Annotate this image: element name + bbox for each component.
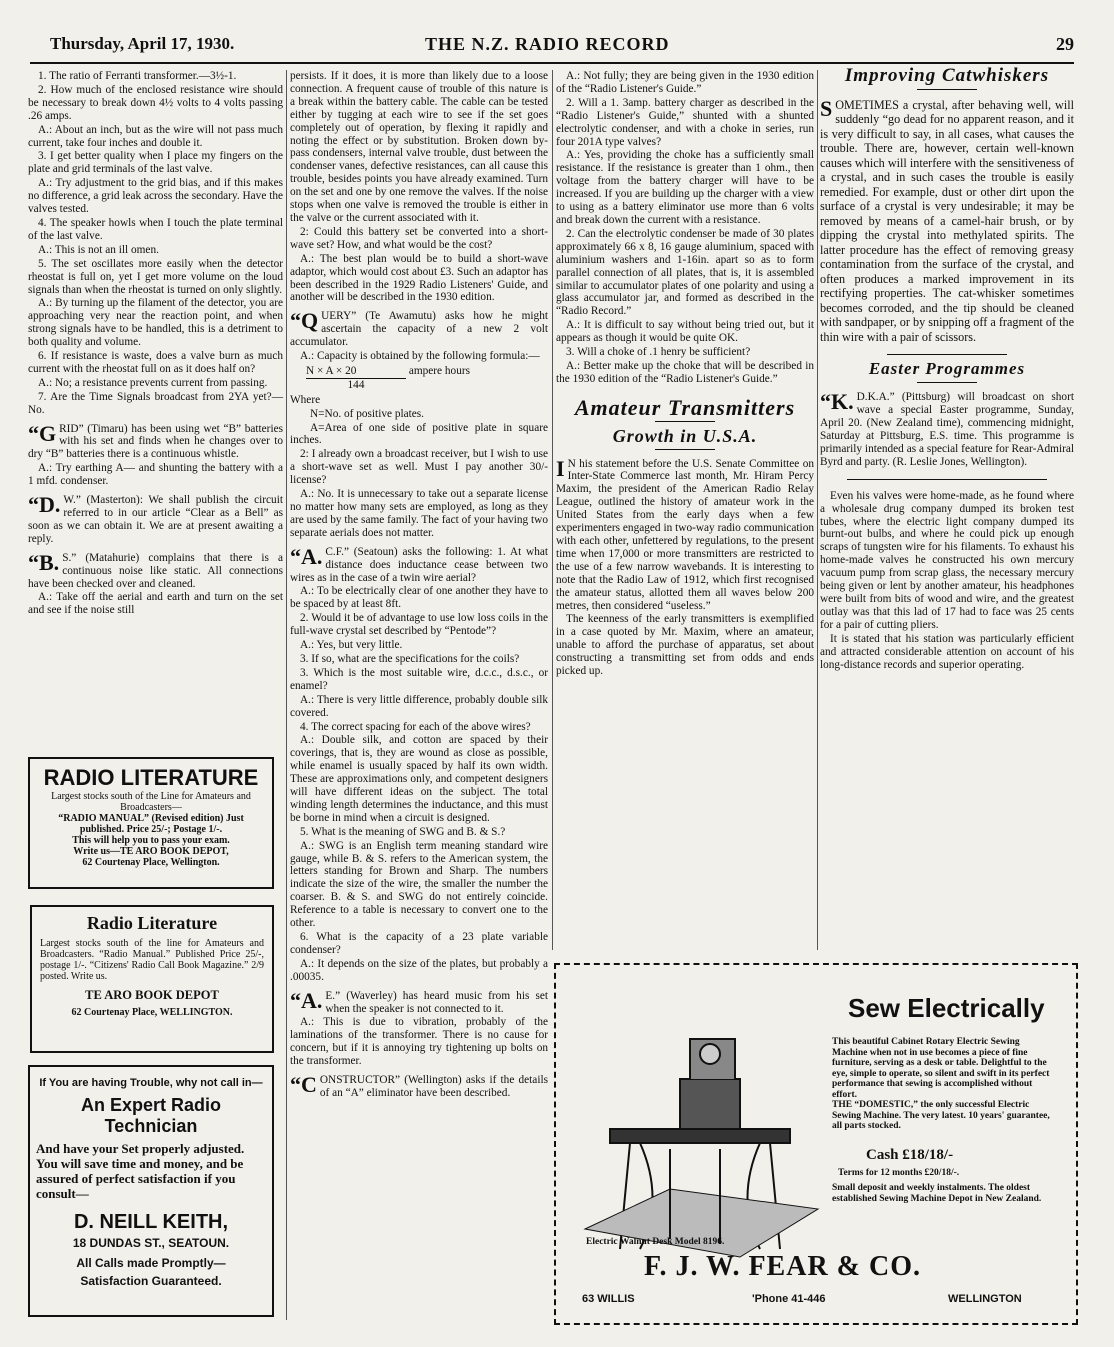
text-paragraph: A.: By turning up the filament of the detector, you are approaching very near the reaction point, and when strong signals have to be handled, this is a detriment to both quality and volume. (28, 297, 283, 349)
ad-text: Write us—TE ARO BOOK DEPOT, (73, 846, 229, 857)
article-paragraph: Even his valves were home-made, as he found where a wholesale drug company dumped its broken test tubes, where the electric light company dumped its burnt-out bulbs, and where he could pick up enough scraps of tungsten wire for his filaments. To exhaust his home-made valves he constructed his own mercury vacuum pump from scrap glass, the necessary mercury being given or lent by another amateur, his headphones were built from bits of wood and wire, and the greatest outlay was that this lad of 17 had to face was 25 cents for a pair of cutting pliers. (820, 489, 1074, 631)
text-paragraph: 5. The set oscillates more easily when the detector rheostat is full on, yet I get more volume on the loud signals than when the rheostat is turned on only slightly. (28, 257, 283, 296)
ad-price: Cash £18/18/- (866, 1147, 954, 1163)
text-paragraph: A.: Better make up the choke that will be described in the 1930 edition of the “Radio Listener's Guide.” (556, 359, 814, 385)
ad-text: Largest stocks south of the Line for Amateurs and Broadcasters— (51, 791, 251, 813)
query-paragraph: “A. C.F.” (Seatoun) asks the following: 1. At what distance does inductance cease between two wires as in the case of a twin wire aerial? (290, 543, 548, 584)
text-paragraph: 4. The speaker howls when I touch the plate terminal of the last valve. (28, 216, 283, 242)
text-paragraph: 6. If resistance is waste, does a valve burn as much current with the rheostat full on as it does half on? (28, 350, 283, 375)
text-paragraph: A.: The best plan would be to build a short-wave adaptor, which would cost about £3. Such an adaptor has been described in the 1929 Radio Listeners' Guide, and another will be described in the 1930 edition. (290, 252, 548, 304)
drop-cap: “A. (290, 543, 323, 569)
column-divider (552, 70, 553, 950)
text-paragraph: 2: I already own a broadcast receiver, but I wish to use a short-wave set as well. Must I pay another 30/- license? (290, 448, 548, 487)
drop-cap: “G (28, 420, 57, 446)
query-paragraph: “D. W.” (Masterton): We shall publish the circuit referred to in our article “Clear as a Bell” as soon as we can obtain it. We are at present awaiting a reply. (28, 492, 283, 545)
ad-address: 62 Courtenay Place, WELLINGTON. (71, 1007, 233, 1018)
ad-text: And have your Set properly adjusted. You will save time and money, and be assured of perfect satisfaction if you consult— (36, 1141, 245, 1201)
article-paragraph: It is stated that his station was particularly efficient and attracted considerable attention on account of his long-distance records and superior operating. (820, 632, 1074, 671)
ad-text: Largest stocks south of the line for Amateurs and Broadcasters. “Radio Manual.” Published Price 25/-, postage 1/-. “Citizens' Radio Call Book Magazine.” 2/9 posted. Write us. (40, 938, 264, 982)
text-paragraph: A.: Capacity is obtained by the following formula:— (300, 350, 540, 363)
text-paragraph: 1. The ratio of Ferranti transformer.—3½-1. (38, 70, 237, 82)
text-paragraph: 3. I get better quality when I place my fingers on the plate and grid terminals of the last valve. (28, 150, 283, 176)
column-3 (556, 70, 814, 679)
drop-cap: “K. (820, 389, 854, 415)
text-paragraph: 2. How much of the enclosed resistance wire should be necessary to break down 4½ volts to 4 volts passing .26 amps. (28, 83, 283, 122)
heading-rule (917, 382, 977, 383)
text-paragraph: persists. If it does, it is more than likely due to a loose connection. A frequent cause of trouble of this nature is a break within the battery cable. The cable can be tested either by tugging at each wire to see if the set goes completely out of operation, by flexing it rapidly and noting the effect or by substitution. Broken down by-pass condensers, internal valve trouble, dust between the condenser vanes, defective resistances, can all cause this trouble, besides points you have already examined. Turn on the set and one by one remove the valves. If the noise stops when one valve is removed the trouble is either in the valve or the current associated with it. (290, 70, 548, 224)
ad-text: If You are having Trouble, why not call in— (39, 1077, 263, 1089)
text-paragraph: 6. What is the capacity of a 23 plate variable condenser? (290, 931, 548, 956)
text-paragraph: A.: There is very little difference, probably double silk covered. (290, 693, 548, 719)
sewing-machine-ad (554, 963, 1078, 1325)
article-paragraph: “K. D.K.A.” (Pittsburg) will broadcast on short wave a special Easter programme, Sunday, April 20. (New Zealand time), commencing midnight, Saturday at Pittsburg, E.S. time. This programme is primarily intended as a special feature for Rear-Admiral Byrd and party. (R. Leslie Jones, Wellington). (820, 389, 1074, 468)
formula-unit: ampere hours (408, 364, 470, 377)
column-2 (290, 70, 548, 1101)
drop-cap: I (556, 455, 565, 481)
text-paragraph: 2. Would it be of advantage to use low loss coils in the full-wave crystal set described by “Pentode”? (290, 612, 548, 638)
issue-date: Thursday, April 17, 1930. (50, 34, 235, 53)
ad-title: Radio Literature (86, 913, 218, 933)
heading-rule (655, 449, 715, 450)
ad-phone: 'Phone 41-446 (752, 1293, 826, 1305)
text-paragraph: A.: No; a resistance prevents current from passing. (38, 376, 268, 389)
text-paragraph: A.: Try adjustment to the grid bias, and if this makes no difference, a grid leak across the secondary. Have the valves tested. (28, 177, 283, 216)
text-paragraph: 2: Could this battery set be converted into a short-wave set? How, and what would be the cost? (290, 225, 548, 251)
header-rule (30, 62, 1074, 64)
text-paragraph: A.: To be electrically clear of one another they have to be spaced by at least 8ft. (290, 585, 548, 611)
column-4 (820, 65, 1074, 672)
text-paragraph: 2. Can the electrolytic condenser be made of 30 plates approximately 66 x 8, 16 gauge aluminium, spaced with aluminium washers and 1-16in. apart so as to form parallel connection of all plates, that is, it is assembled similar to accumulator plates of one polarity and using a glass accumulator jar, and formed as described in the “Radio Record.” (556, 227, 814, 318)
drop-cap: “B. (28, 549, 60, 575)
text-paragraph: A.: About an inch, but as the wire will not pass much current, take four inches and double it. (28, 123, 283, 149)
text-paragraph: 7. Are the Time Signals broadcast from 2YA yet?—No. (28, 390, 283, 416)
ad-title: Sew Electrically (848, 993, 1045, 1023)
drop-cap: “D. (28, 492, 61, 518)
ad-title: RADIO LITERATURE (43, 765, 259, 790)
text-paragraph: A.: It depends on the size of the plates, but probably a .00035. (290, 957, 548, 983)
article-paragraph: I N his statement before the U.S. Senate Committee on Inter-State Commerce last month, Mr. Hiram Percy Maxim, the president of the American Radio Relay League, outlined the history of amateur work in the United States from the early days when a few experimenters engaged in two-way radio communication with each other, unfettered by regulations, to the present time when 17,000 or more transmitters are restricted to the use of a few narrow wavebands. It is interesting to note that the Radio Law of 1912, which first recognised the amateur status, allotted them all waves below 200 metres, then considered “useless.” (556, 455, 814, 612)
heading-rule (917, 89, 977, 90)
text-paragraph: 3. Which is the most suitable wire, d.c.c., d.s.c., or enamel? (290, 666, 548, 692)
text-paragraph: A=Area of one side of positive plate in square inches. (290, 421, 548, 447)
formula-denominator: 144 (347, 378, 365, 391)
query-paragraph: “A. E.” (Waverley) has heard music from his set when the speaker is not connected to it. (290, 987, 548, 1015)
text-paragraph: A.: SWG is an English term meaning standard wire gauge, while B. & S. refers to the American system, the letters standing for Brown and Sharp. The numbers indicate the size of the wire, the smaller the number the coarser. B. & S. and SWG do not entirely coincide. Reference to a table is necessary to convert one to the other. (290, 839, 548, 930)
ad-firm-name: F. J. W. FEAR & CO. (644, 1251, 922, 1282)
heading-rule (655, 421, 715, 422)
page-number: 29 (1056, 34, 1074, 54)
text-paragraph: 3. If so, what are the specifications for the coils? (300, 652, 520, 665)
radio-literature-ad-2 (30, 905, 274, 1053)
article-paragraph: SOMETIMES a crystal, after behaving well, will suddenly “go dead for no apparent reason, and it is very difficult to say, in all cases, what causes the trouble. There are, however, certain well-known causes which will interfere with the sensitiveness of a crystal, and in such cases the trouble is easily remedied. For example, dust or other dirt upon the surface of a crystal is very undesirable; it may be removed by means of a camel-hair brush, or by dipping the crystal into methylated spirits. The latter procedure has the effect of removing greasy contamination from the surface of the crystal, and often produces a marked improvement in its rectifying properties. The cat-whisker sometimes becomes corroded, and the tip should be cleaned with sandpaper, or by snipping off a fragment of the thin wire with a pair of scissors. (820, 95, 1074, 344)
text-paragraph: Where (290, 393, 321, 406)
ad-address: 18 DUNDAS ST., SEATOUN. (72, 1236, 230, 1250)
text-paragraph: A.: This is not an ill omen. (38, 243, 159, 256)
capacity-formula (306, 365, 548, 392)
drop-cap: “Q (290, 308, 319, 334)
query-paragraph: “QUERY” (Te Awamutu) asks how he might ascertain the capacity of a new 2 volt accumulator. (290, 308, 548, 349)
ad-text: 62 Courtenay Place, Wellington. (82, 857, 220, 868)
ad-text: This will help you to pass your exam. (72, 835, 230, 846)
text-paragraph: A.: It is difficult to say without being tried out, but it appears as though it would be quite OK. (556, 319, 814, 345)
newspaper-title: THE N.Z. RADIO RECORD (425, 34, 670, 54)
article-heading: Improving Catwhiskers (844, 65, 1050, 86)
page-header (30, 34, 1074, 60)
text-paragraph: A.: Take off the aerial and earth and turn on the set and see if the noise still (28, 591, 283, 617)
ad-city: WELLINGTON (948, 1293, 1022, 1305)
text-paragraph: A.: This is due to vibration, probably of the laminations of the transformer. There is no cause for concern, but if it is annoying try tightening up bolts on the transformer. (290, 1016, 548, 1068)
ad-terms: Terms for 12 months £20/18/-. (838, 1168, 960, 1178)
radio-technician-ad (28, 1065, 274, 1317)
ad-name: D. NEILL KEITH, (73, 1211, 229, 1233)
ad-title: An Expert Radio Technician (80, 1095, 222, 1136)
query-paragraph: “CONSTRUCTOR” (Wellington) asks if the details of an “A” eliminator have been described. (290, 1072, 548, 1099)
text-paragraph: A.: Try earthing A— and shunting the battery with a 1 mfd. condenser. (28, 462, 283, 488)
illustration-caption: Electric Walnut Desk Model 8196. (586, 1237, 725, 1247)
section-rule (887, 354, 1007, 355)
text-paragraph: 3. Will a choke of .1 henry be sufficient? (566, 346, 751, 359)
article-heading: Easter Programmes (868, 359, 1026, 379)
sewing-machine-illustration (570, 979, 832, 1279)
article-paragraph: The keenness of the early transmitters is exemplified in a case quoted by Mr. Maxim, where an amateur, unable to afford the purchase of apparatus, set about constructing a transmitting set from odds and ends picked up. (556, 613, 814, 678)
text-paragraph: A.: Not fully; they are being given in the 1930 edition of the “Radio Listener's Guide.” (556, 70, 814, 95)
ad-depot: TE ARO BOOK DEPOT (85, 988, 219, 1002)
column-1 (28, 70, 283, 618)
text-paragraph: A.: No. It is unnecessary to take out a separate license no matter how many sets are employed, as long as they are used by the same family. The fact of your having two separate aerials does not matter. (290, 488, 548, 539)
ad-text: This beautiful Cabinet Rotary Electric Sewing Machine when not in use becomes a piece of fine furniture, serving as a desk or table. Delightful to the eye, simple to operate, so silent and swift in its perfect performance that sewing is accomplished without effort. THE “DOMESTIC,” the only successful Electric Sewing Machine. The very latest. 10 years' guarantee, all parts stocked. (832, 1037, 1050, 1131)
text-paragraph: A.: Yes, providing the choke has a sufficiently small resistance. If the resistance is greater than 1 ohm., then voltage from the battery charger will have to be increased. If you are building up the charger with a view to using as a battery eliminator use more than 6 volts and break down the current with a resistance. (556, 149, 814, 226)
radio-literature-ad (28, 757, 274, 889)
ad-text: All Calls made Promptly— (76, 1256, 226, 1270)
query-paragraph: “B. S.” (Matahurie) complains that there is a continuous noise like static. All connections have been checked over and cleaned. (28, 549, 283, 590)
article-heading: Amateur Transmitters (574, 394, 796, 420)
text-paragraph: 5. What is the meaning of SWG and B. & S.? (300, 825, 506, 838)
section-rule (847, 479, 1047, 480)
text-paragraph: A.: Yes, but very little. (300, 639, 403, 652)
formula-numerator: N × A × 20 (306, 365, 406, 379)
ad-address: 63 WILLIS (582, 1293, 635, 1305)
article-subheading: Growth in U.S.A. (612, 425, 758, 446)
drop-cap: “A. (290, 987, 323, 1013)
ad-text: Small deposit and weekly instalments. The oldest established Sewing Machine Depot in New Zealand. (832, 1183, 1042, 1204)
text-paragraph: N=No. of positive plates. (310, 407, 424, 420)
column-divider (286, 70, 287, 1320)
query-paragraph: “GRID” (Timaru) has been using wet “B” batteries with his set and finds when he changes over to dry “B” batteries there is a continuous whistle. (28, 420, 283, 461)
ad-text: “RADIO MANUAL” (Revised edition) Just published. Price 25/-; Postage 1/-. (58, 813, 244, 835)
drop-cap: S (820, 95, 833, 121)
drop-cap: “C (290, 1072, 317, 1098)
column-divider (817, 70, 818, 950)
text-paragraph: A.: Double silk, and cotton are spaced by their coverings, that is, they are wound as close as possible, while enamel is usually spaced by half its own width. These are approximations only, and competent designers will have different ideas on the subject. The total winding length determines the inductance, and this must be borne in mind when a circuit is designed. (290, 734, 548, 824)
text-paragraph: 2. Will a 1. 3amp. battery charger as described in the “Radio Listener's Guide,” shunted with a shunted electrolytic condenser, and with a choke in series, run four 201A type valves? (556, 96, 814, 148)
text-paragraph: 4. The correct spacing for each of the above wires? (300, 720, 531, 733)
ad-text: Satisfaction Guaranteed. (80, 1274, 222, 1288)
